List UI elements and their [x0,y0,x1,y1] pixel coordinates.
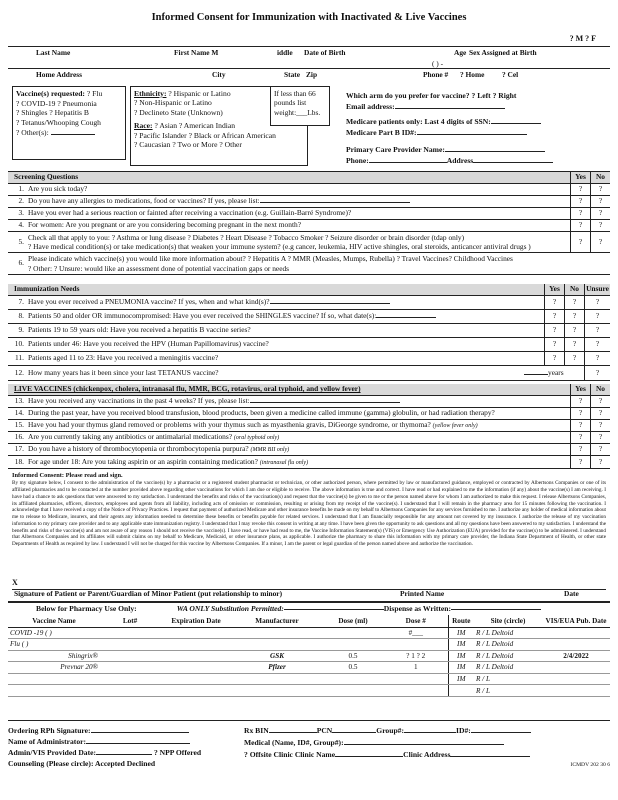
home-phone-check[interactable]: ? Home [460,70,485,79]
q7-text [28,298,544,307]
q11-text: Patients aged 11 to 23: Have you received a meningitis vaccine? [28,354,219,363]
vis-cell[interactable] [542,639,610,651]
col-site: Site (circle) [474,615,542,627]
live-q16: 16. Are you currently taking any antibiotics or antimalarial medications? (oral typhoid only) ? ? [8,432,610,444]
vaccine-name-cell: Shingrix® [8,650,100,662]
printed-name-label: Printed Name [400,589,445,599]
name-row [8,46,610,68]
sig-date-label: Date [564,589,579,599]
vaccine-other-field[interactable] [51,134,95,135]
rxbin-label: Rx BIN [244,726,269,735]
dose-cell[interactable] [322,685,384,697]
ordering-label: Ordering RPh Signature: [8,726,91,735]
site-cell[interactable]: R / L [474,685,542,697]
table-row[interactable] [8,673,610,685]
middle-label: iddle [277,48,293,57]
q16-yes[interactable]: ? [570,432,590,443]
q4-yes[interactable]: ? [570,220,590,231]
clinic-name-field[interactable] [335,756,403,757]
dose-num-cell[interactable]: #___ [384,627,448,639]
q18-no[interactable]: ? [590,456,610,468]
medical-label: Medical (Name, ID#, Group#): [244,738,344,748]
live-q13: 13. Have you received any vaccinations in the past 4 weeks? If yes, please list: ? ? [8,396,610,408]
screening-yes-col: Yes [570,172,590,183]
table-row[interactable] [8,662,610,674]
email-label: Email address: [346,102,395,111]
consent-block [12,472,606,574]
pharmacy-header-row [8,603,610,615]
live-q17: 17. Do you have a history of thrombocytopenia or thrombocytopenia purpura? (MMR BII only) ? ? [8,444,610,456]
dose-cell[interactable] [322,673,384,685]
race-line-3[interactable]: ? Caucasian ? Two or More ? Other [134,140,242,150]
dose-cell[interactable] [322,627,384,639]
offsite-clinic-check[interactable]: ? Offsite Clinic Clinic Name [244,750,336,760]
ethnicity-declined[interactable]: ? Declineto State (Unknown) [134,107,223,117]
ssn-field[interactable] [491,123,541,124]
table-row[interactable] [8,685,610,697]
exp-cell[interactable] [160,639,232,651]
vaccines-label: Vaccine(s) requested: [16,89,85,98]
q17-note: (MMR BII only) [250,447,290,454]
vaccine-line-4[interactable]: ? Tetanus/Whooping Cough [16,118,101,128]
q8-unsure[interactable]: ? [584,310,610,323]
q13-field[interactable] [250,402,400,403]
administrator-field[interactable] [86,743,190,744]
q5-yes[interactable]: ? [570,232,590,252]
clinic-address-field[interactable] [450,756,530,757]
vaccine-name-cell[interactable] [8,673,100,685]
needs-yes-col: Yes [544,284,564,295]
needs-q9: 9. Patients 19 to 59 years old: Have you received a hepatitis B vaccine series? ? ? ? [8,324,610,338]
lot-cell[interactable] [100,639,160,651]
dose-cell[interactable] [322,639,384,651]
q8-label: Patients 50 and older OR immunocompromised: Have you ever received the SHINGLES vaccine? If so, what date(s): [28,312,377,321]
weight-field[interactable]: weight:___Lbs. [274,107,321,117]
q1-text: Are you sick today? [28,185,88,194]
medical-field[interactable] [344,744,504,745]
vaccine-name-cell: COVID -19 ( ) [8,627,100,639]
q11-yes[interactable]: ? [544,352,564,365]
lot-cell[interactable] [100,650,160,662]
col-vis-date: VIS/EUA Pub. Date [542,615,610,627]
form-code: ICMDV 202 30 6 [570,762,610,769]
screening-header [8,172,610,184]
needs-section [8,284,610,381]
q13-no[interactable]: ? [590,396,610,407]
q9-text: Patients 19 to 59 years old: Have you received a hepatitis B vaccine series? [28,326,251,335]
q16-note: (oral typhoid only) [233,435,280,442]
ethnicity-hispanic[interactable]: ? Hispanic or Latino [168,89,231,98]
q3-no[interactable]: ? [590,208,610,219]
sex-assigned-label: Sex Assigned at Birth [469,48,537,57]
dispense-label: Dispense as Written: [383,603,452,613]
signature-x: X [12,578,18,587]
signature-row [12,578,606,600]
q15-yes[interactable]: ? [570,420,590,431]
dose-num-cell[interactable] [384,673,448,685]
q10-yes[interactable]: ? [544,338,564,351]
vis-cell[interactable] [542,662,610,674]
weight-line-1: If less than 66 [274,89,316,98]
needs-no-col: No [564,284,584,295]
vaccine-admin-table [8,615,610,697]
q15-label: Have you had your thymus gland removed or problems with your thymus such as myasthenia gravis, DiGeorge syndrome, or thymoma? [28,421,431,430]
signature-line[interactable] [12,589,606,600]
col-dose-num: Dose # [384,615,448,627]
q13-yes[interactable]: ? [570,396,590,407]
q7-label: Have you ever received a PNEUMONIA vaccine? If yes, when and what kind(s)? [28,298,270,307]
route-cell: IM [448,639,474,651]
q7-unsure[interactable]: ? [584,296,610,309]
q7-yes[interactable]: ? [544,296,564,309]
exp-cell[interactable] [160,685,232,697]
npp-offered-check[interactable]: ? NPP Offered [153,748,202,757]
table-row[interactable] [8,650,610,662]
vaccine-name-cell: Flu ( ) [8,639,100,651]
vis-date-field[interactable] [96,754,152,755]
consent-body: By my signature below, I consent to the administration of the vaccine(s) by a pharmacist or a registered student pharmacist or technician, or other authorized person, where permitted by law or manufactured guidance, employed or contracted by Albertsons Companies or one of its affiliated pharmacies and to be contacted at the number provided above regarding other vaccinations for which I am due or eligible to receive. The above information is true and correct. I have read or had explained to me the information (if any) about the vaccine(s) I am receiving. I have had a chance to ask questions that were answered to my satisfaction. I understand the benefits and risks of the vaccination(s) and request that the vaccine(s) be given to me or the person named above for whom I am authorized to make this request. I release Albertsons Companies, its affiliated pharmacies, officers, directors, employees and agents from all liability, including acts of omission or commission, resulting or arising from my receipt of the vaccine(s). I understand that I will remain in the pharmacy area for 15 minutes following the vaccination. I acknowledge that I have received a copy of the Notice of Privacy Practices. I request that payment of authorized Medicare and other insurance benefits be made on my behalf to Albertsons Companies for any services furnished to me. I authorize any holder of medical information about me to release to Medicare, insurers, and their agents any information needed to determine these benefits or benefits payable for related services. I understand that I am financially responsible for any amount not covered by my insurance. I authorize the release of my vaccination information to my primary care provider and to any applicable state immunization registry. I understand that I may revoke this consent in writing at any time. I have been given the opportunity to ask questions and all my questions have been answered to my satisfaction. I understand the benefits and risks of the vaccine(s) and am not aware of any reason I should not receive the vaccine(s). I have read, or have had read to me, the Vaccine Information Statement(s) (VIS) or Emergency Use Authorization (EUA) provided for the vaccine(s) to be administered. I understand that Albertsons Companies and its affiliates will submit claims on my behalf to Medicare, Medicaid, or other insurance plans, as applicable. I authorize the pharmacy to share this information with my primary care provider, the Indiana State Department of Health, or other state Departments of Health as required by law. I understand I will not be charged for this vaccine by Albertsons Companies. If a minor, I am the parent or legal guardian of the person named above and authorize the vaccination. [12,480,606,548]
pcn-field[interactable] [332,732,376,733]
pcn-label: PCN [316,726,333,735]
q5-text [28,233,570,252]
vis-cell[interactable]: 2/4/2022 [542,650,610,662]
col-manufacturer: Manufacturer [232,615,322,627]
q14-text: During the past year, have you received blood transfusion, blood products, been given a medicine called immune (gamma) globulin, or had radiation therapy? [28,409,495,418]
first-name-label: First Name M [174,48,219,57]
mfr-cell[interactable] [232,673,322,685]
q8-no[interactable]: ? [564,310,584,323]
q14-no[interactable]: ? [590,408,610,419]
q18-label: For age under 18: Are you taking aspirin or an aspirin containing medication? [28,457,258,466]
live-q18: 18. For age under 18: Are you taking aspirin or an aspirin containing medication? (intranasal flu only) ? ? [8,456,610,468]
address-row [8,68,610,79]
city-label: City [212,70,226,79]
race-line-1[interactable]: ? Asian ? American Indian [154,121,236,131]
q15-no[interactable]: ? [590,420,610,431]
screening-q2: 2. Do you have any allergies to medications, food or vaccines? If yes, please list: ? ? [8,196,610,208]
q9-yes[interactable]: ? [544,324,564,337]
group-label: Group#: [376,726,405,735]
age-label: Age [454,48,467,57]
q9-unsure[interactable]: ? [584,324,610,337]
dob-label: Date of Birth [304,48,346,57]
needs-title: Immunization Needs [14,285,80,294]
live-title: LIVE VACCINES (chickenpox, cholera, intranasal flu, MMR, BCG, rotavirus, oral typhoid, and yellow fever) [14,385,361,394]
q12-text: How many years has it been since your last TETANUS vaccine? [28,368,219,377]
live-yes-col: Yes [570,384,590,395]
ordering-field[interactable] [91,732,189,733]
weight-line-2: pounds list [274,98,307,108]
q2-label: Do you have any allergies to medications, food or vaccines? If yes, please list: [28,197,260,206]
dose-cell[interactable]: 0.5 [322,650,384,662]
site-cell[interactable]: R / L Deltoid [474,627,542,639]
needs-q10: 10. Patients under 46: Have you received the HPV (Human Papillomavirus) vaccine? ? ? ? [8,338,610,352]
footer-left [8,725,238,770]
route-cell: IM [448,650,474,662]
state-label: State [284,70,301,79]
pcp-field[interactable] [445,151,545,152]
pcp-label: Primary Care Provider Name: [346,145,445,154]
needs-q11: 11. Patients aged 11 to 23: Have you received a meningitis vaccine? ? ? ? [8,352,610,366]
q5-no[interactable]: ? [590,232,610,252]
medicare-id-field[interactable] [417,134,527,135]
consent-title: Informed Consent: Please read and sign. [12,472,123,479]
clinic-address-label: Clinic Address [403,750,451,760]
q17-label: Do you have a history of thrombocytopenia or thrombocytopenia purpura? [28,445,249,454]
q9-no[interactable]: ? [564,324,584,337]
table-row[interactable] [8,627,610,639]
mfr-cell[interactable]: Pfizer [232,662,322,674]
q14-yes[interactable]: ? [570,408,590,419]
race-label: Race: [134,121,153,131]
wa-substitution-field[interactable] [284,609,384,610]
q10-text: Patients under 46: Have you received the HPV (Human Papillomavirus) vaccine? [28,340,269,349]
q12-years-label: years [548,367,564,377]
footer [8,720,610,770]
route-cell [448,685,474,697]
footer-right [244,725,610,770]
screening-q5: 5. Check all that apply to you: ? Asthma or lung disease ? Diabetes ? Heart Disease ? Tobacco Smoker ? Seizure disorder or brain disorder (tdap only) ? Have medical condition(s) or take medication(s) that weaken your immune system? (e.g cancer, leukemia, HIV active shingles, oral steroids, anticancer antiviral drugs ) ? ? [8,232,610,253]
q6-text [28,254,610,273]
dose-num-cell[interactable]: 1 [384,662,448,674]
exp-cell[interactable] [160,650,232,662]
q16-label: Are you currently taking any antibiotics or antimalarial medications? [28,433,232,442]
col-expiration: Expiration Date [160,615,232,627]
exp-cell[interactable] [160,673,232,685]
ssn-label: Medicare patients only: Last 4 digits of SSN: [346,117,491,126]
screening-q1: 1. Are you sick today? ? ? [8,184,610,196]
q16-no[interactable]: ? [590,432,610,443]
live-header [8,384,610,396]
route-cell: IM [448,662,474,674]
pharmacy-only-label: Below for Pharmacy Use Only: [36,603,137,613]
lot-cell[interactable] [100,662,160,674]
pharmacy-section [8,601,610,697]
needs-header [8,284,610,296]
consent-form [8,8,610,794]
vaccine-table-header [8,615,610,627]
q3-yes[interactable]: ? [570,208,590,219]
live-q14: 14. During the past year, have you received blood transfusion, blood products, been given a medicine called immune (gamma) globulin, or had radiation therapy? ? ? [8,408,610,420]
q6-line-1: Please indicate which vaccine(s) you would like more information about? ? Hepatitis A ? MMR (Measles, Mumps, Rubella) ? Travel Vaccines? Childhood Vaccines [28,254,513,264]
q4-no[interactable]: ? [590,220,610,231]
address-label: Home Address [36,70,83,79]
vaccines-requested-box [12,86,126,160]
lot-cell[interactable] [100,627,160,639]
q17-no[interactable]: ? [590,444,610,455]
route-cell: IM [448,673,474,685]
q1-no[interactable]: ? [590,184,610,195]
form-title: Informed Consent for Immunization with Inactivated & Live Vaccines [151,12,467,23]
vis-date-label: Admin/VIS Provided Date: [8,748,97,757]
lot-cell[interactable] [100,673,160,685]
q16-text [28,433,570,442]
screening-q6: 6. Please indicate which vaccine(s) you would like more information about? ? Hepatitis A ? MMR (Measles, Mumps, Rubella) ? Travel Vaccines? Childhood Vaccines ? Other: ? Unsure: would like an assessment done of potential vaccination gaps or needs [8,253,610,274]
q18-text [28,458,570,467]
q10-no[interactable]: ? [564,338,584,351]
q8-text [28,312,544,321]
q12-years[interactable] [524,369,584,378]
sex-checkboxes[interactable]: ? M ? F [569,34,596,43]
col-dose-ml: Dose (ml) [322,615,384,627]
mfr-cell[interactable] [232,639,322,651]
arm-and-insurance [346,90,608,166]
q12-unsure[interactable]: ? [584,366,610,380]
q7-field[interactable] [270,303,390,304]
q2-text [28,197,570,206]
dose-cell[interactable]: 0.5 [322,662,384,674]
live-vaccines-section [8,384,610,469]
wa-only-label: WA ONLY Substitution Permitted: [176,603,284,613]
q13-text [28,397,570,406]
q15-note: (yellow fever only) [432,423,478,430]
screening-no-col: No [590,172,610,183]
route-cell: IM [448,627,474,639]
dose-num-cell[interactable] [384,685,448,697]
phone-paren: ( ) - [432,59,444,68]
live-q15: 15. Have you had your thymus gland removed or problems with your thymus such as myasthenia gravis, DiGeorge syndrome, or thymoma? (yellow fever only) ? ? [8,420,610,432]
vaccine-line-3[interactable]: ? Shingles ? Hepatitis B [16,108,89,118]
site-cell[interactable]: R / L Deltoid [474,650,542,662]
ethnicity-label: Ethnicity: [134,89,167,98]
screening-section [8,171,610,275]
q8-field[interactable] [376,317,436,318]
signature-label: Signature of Patient or Parent/Guardian of Minor Patient (put relationship to minor) [14,589,283,599]
q6-line-2: ? Other: ? Unsure: would like an assessment done of potential vaccination gaps or needs [28,263,290,273]
q17-text [28,445,570,454]
q17-yes[interactable]: ? [570,444,590,455]
administrator-label: Name of Administrator: [8,737,87,746]
vis-cell[interactable] [542,673,610,685]
q7-no[interactable]: ? [564,296,584,309]
vis-cell[interactable] [542,685,610,697]
q3-text: Have you ever had a serious reaction or fainted after receiving a vaccination (e.g. Guillain-Barré Syndrome)? [28,209,352,218]
pcp-address-label: Address [446,156,474,165]
pcp-phone-field[interactable] [369,162,447,163]
q18-note: (intranasal flu only) [259,459,309,466]
screening-q3: 3. Have you ever had a serious reaction or fainted after receiving a vaccination (e.g. Guillain-Barré Syndrome)? ? ? [8,208,610,220]
needs-q7: 7. Have you ever received a PNEUMONIA vaccine? If yes, when and what kind(s)? ? ? ? [8,296,610,310]
q1-yes[interactable]: ? [570,184,590,195]
id-field[interactable] [471,732,531,733]
site-cell[interactable]: R / L [474,673,542,685]
dose-num-cell[interactable] [384,639,448,651]
q15-text [28,421,570,430]
vaccine-name-cell: Prevnar 20® [8,662,100,674]
q5-line-1: Check all that apply to you: ? Asthma or lung disease ? Diabetes ? Heart Disease ? Tobacco Smoker ? Seizure disorder or brain disorder (tdap only) [28,232,465,242]
medicare-id-label: Medicare Part B ID#: [346,128,417,137]
vaccine-line-2[interactable]: ? COVID-19 ? Pneumonia [16,98,97,108]
dispense-field[interactable] [451,609,541,610]
col-vaccine-name: Vaccine Name [8,615,100,627]
vaccine-name-cell[interactable] [8,685,100,697]
vis-cell[interactable] [542,627,610,639]
exp-cell[interactable] [160,662,232,674]
q11-unsure[interactable]: ? [584,352,610,365]
rxbin-field[interactable] [269,732,317,733]
exp-cell[interactable] [160,627,232,639]
phone-label: Phone # [423,70,449,79]
group-field[interactable] [404,732,456,733]
dose-num-cell[interactable]: ? 1 ? 2 [384,650,448,662]
mfr-cell[interactable]: GSK [232,650,322,662]
q18-yes[interactable]: ? [570,456,590,468]
last-name-label: Last Name [36,48,71,57]
screening-q4: 4. For women: Are you pregnant or are you considering becoming pregnant in the next month? ? ? [8,220,610,232]
mfr-cell[interactable] [232,627,322,639]
zip-label: Zip [306,70,318,79]
vaccine-other-check[interactable]: ? Other(s): [16,127,49,137]
id-label: ID#: [456,726,471,735]
needs-q8: 8. Patients 50 and older OR immunocompromised: Have you ever received the SHINGLES vaccine? If so, what date(s): ? ? ? [8,310,610,324]
q2-no[interactable]: ? [590,196,610,207]
q13-label: Have you received any vaccinations in the past 4 weeks? If yes, please list: [28,397,250,406]
arm-preference[interactable]: Which arm do you prefer for vaccine? ? Left ? Right [346,91,517,100]
ethnicity-non-hispanic[interactable]: ? Non-Hispanic or Latino [134,98,212,108]
live-no-col: No [590,384,610,395]
q8-yes[interactable]: ? [544,310,564,323]
email-field[interactable] [395,108,505,109]
weight-box [270,86,330,126]
pcp-address-field[interactable] [473,162,553,163]
pcp-phone-label: Phone: [346,156,369,165]
needs-unsure-col: Unsure [584,284,610,295]
needs-q12: 12. How many years has it been since your last TETANUS vaccine? years ? [8,366,610,380]
cell-phone-check[interactable]: ? Cel [502,70,519,79]
table-row[interactable] [8,639,610,651]
mfr-cell[interactable] [232,685,322,697]
site-cell[interactable]: R / L Deltoid [474,639,542,651]
col-route: Route [448,615,474,627]
q10-unsure[interactable]: ? [584,338,610,351]
lot-cell[interactable] [100,685,160,697]
race-line-2[interactable]: ? Pacific Islander ? Black or African American [134,130,276,140]
q5-line-2: ? Have medical condition(s) or take medication(s) that weaken your immune system? (e.g cancer, leukemia, HIV active shingles, oral steroids, anticancer antiviral drugs ) [28,242,531,251]
counseling-options[interactable]: Counseling (Please circle): Accepted Declined [8,759,156,768]
site-cell[interactable]: R / L Deltoid [474,662,542,674]
q11-no[interactable]: ? [564,352,584,365]
q2-field[interactable] [260,202,410,203]
screening-title: Screening Questions [14,173,79,182]
q4-text: For women: Are you pregnant or are you considering becoming pregnant in the next month? [28,221,301,230]
vaccine-flu-check[interactable]: ? Flu [86,89,103,98]
col-lot: Lot# [100,615,160,627]
q2-yes[interactable]: ? [570,196,590,207]
